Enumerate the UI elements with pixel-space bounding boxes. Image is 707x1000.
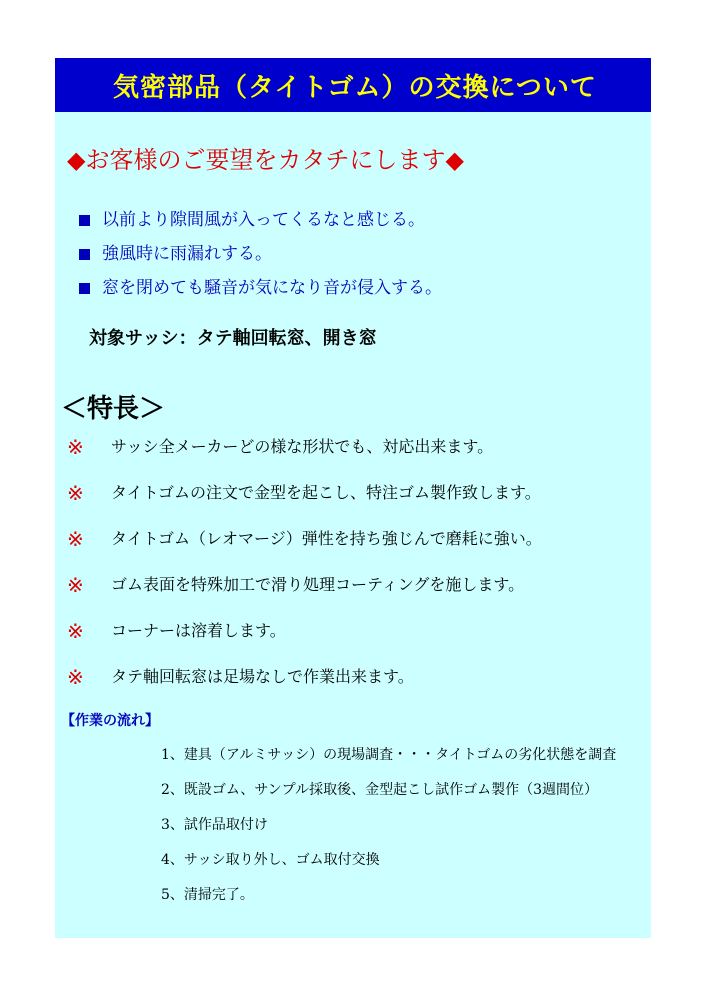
- list-item: 4、サッシ取り外し、ゴム取付交換: [161, 852, 380, 868]
- feature-text: タイトゴム（レオマージ）弾性を持ち強じんで磨耗に強い。: [111, 529, 542, 548]
- list-item: [67, 516, 542, 562]
- feature-text: タテ軸回転窓は足場なしで作業出来ます。: [111, 667, 414, 686]
- reference-mark-icon: ※: [67, 435, 84, 459]
- list-item: [67, 470, 542, 516]
- reference-mark-icon: ※: [67, 573, 84, 597]
- list-item: [67, 424, 542, 470]
- feature-text: ゴム表面を特殊加工で滑り処理コーティングを施します。: [111, 575, 525, 594]
- square-bullet-icon: [79, 215, 90, 226]
- reference-mark-icon: ※: [67, 527, 84, 551]
- reference-mark-icon: ※: [67, 665, 84, 689]
- list-item: [77, 203, 442, 237]
- needs-list: [77, 203, 442, 305]
- list-item: 1、建具（アルミサッシ）の現場調査・・・タイトゴムの劣化状態を調査: [161, 747, 617, 763]
- list-item: [77, 237, 442, 271]
- work-flow-heading: 【作業の流れ】: [61, 713, 159, 729]
- list-item: 3、試作品取付け: [161, 817, 268, 833]
- feature-text: サッシ全メーカーどの様な形状でも、対応出来ます。: [111, 437, 494, 456]
- list-item: [77, 271, 442, 305]
- feature-text: タイトゴムの注文で金型を起こし、特注ゴム製作致します。: [111, 483, 541, 502]
- feature-text: コーナーは溶着します。: [111, 621, 286, 640]
- list-item: [67, 562, 542, 608]
- slogan: ◆お客様のご要望をカタチにします◆: [67, 146, 464, 174]
- list-item: [67, 608, 542, 654]
- title-bar: [55, 58, 651, 112]
- page-title: 気密部品（タイトゴム）の交換について: [113, 72, 597, 103]
- square-bullet-icon: [79, 283, 90, 294]
- work-flow-steps: [161, 738, 616, 913]
- need-text: 以前より隙間風が入ってくるなと感じる。: [102, 210, 425, 230]
- need-text: 強風時に雨漏れする。: [102, 244, 272, 264]
- list-item: [67, 654, 542, 700]
- reference-mark-icon: ※: [67, 481, 84, 505]
- list-item: 5、清掃完了。: [161, 887, 254, 903]
- features-heading: ＜特長＞: [61, 394, 166, 424]
- need-text: 窓を閉めても騒音が気になり音が侵入する。: [102, 278, 442, 298]
- target-sash: 対象サッシ：タテ軸回転窓、開き窓: [89, 328, 377, 349]
- reference-mark-icon: ※: [67, 619, 84, 643]
- list-item: 2、既設ゴム、サンプル採取後、金型起こし試作ゴム製作（3週間位）: [161, 782, 598, 798]
- square-bullet-icon: [79, 249, 90, 260]
- features-list: [67, 424, 542, 700]
- content-panel: [55, 58, 651, 938]
